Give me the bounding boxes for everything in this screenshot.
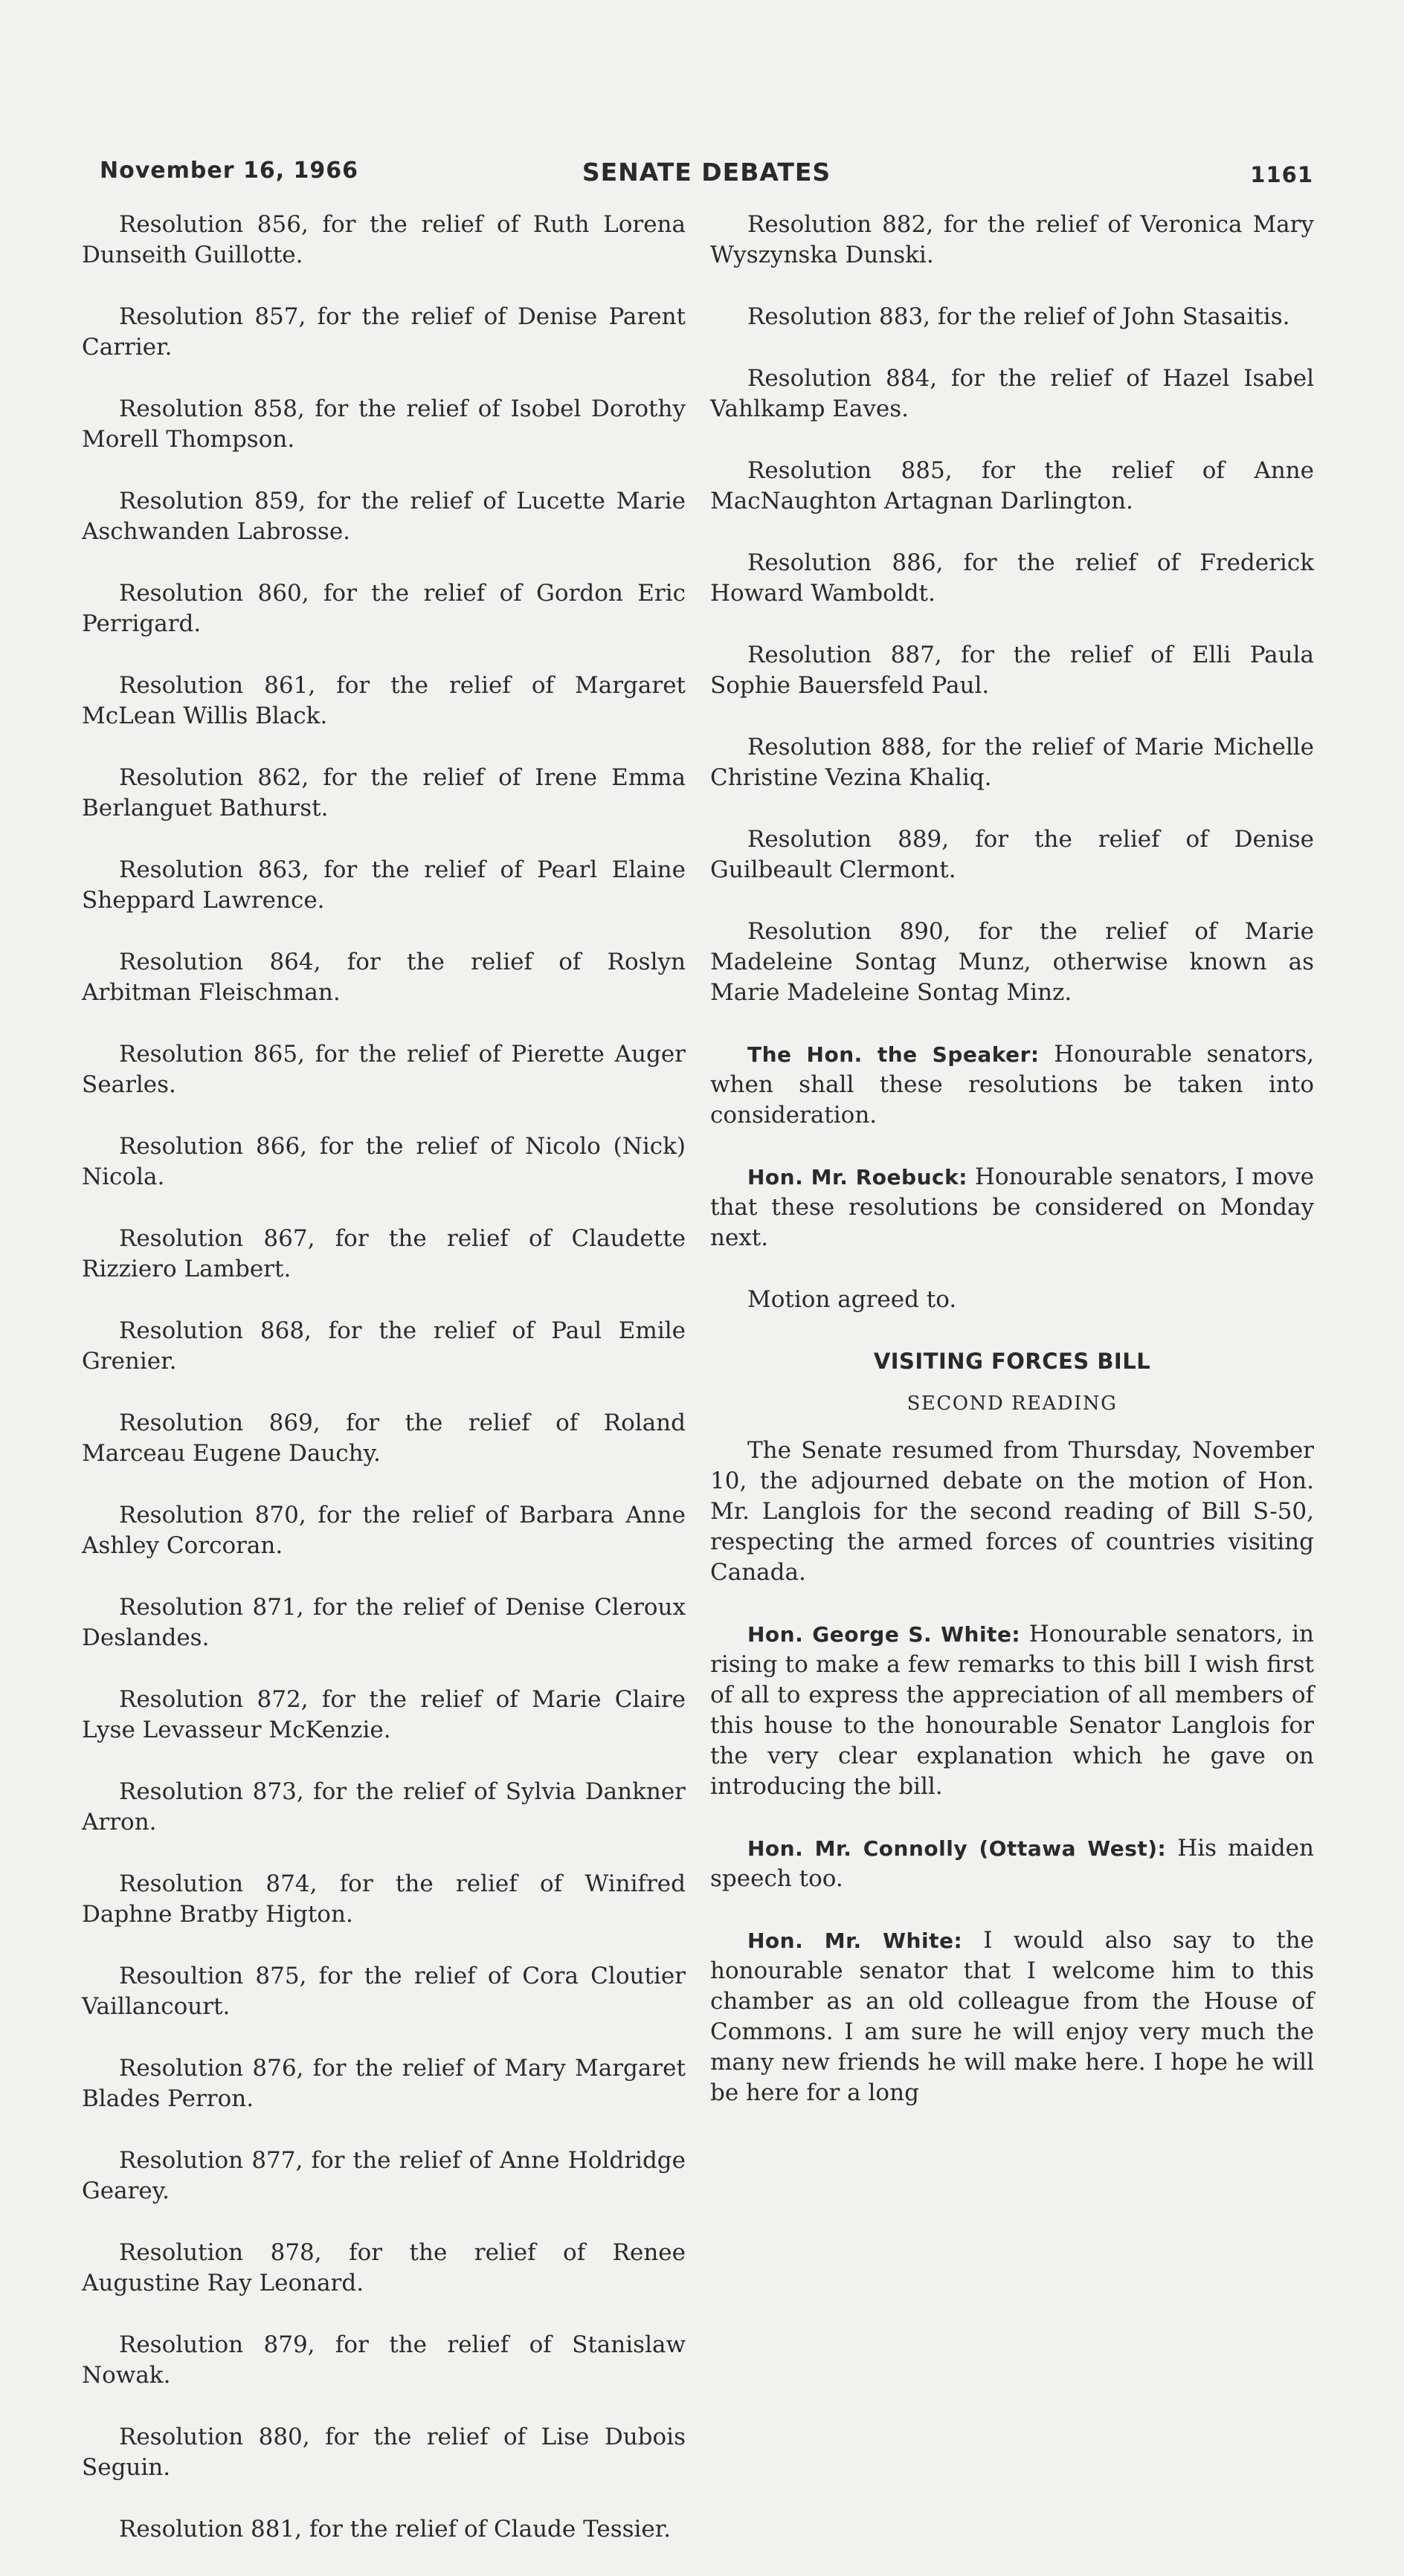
left-column bbox=[82, 210, 686, 2576]
speech-text: Honourable senators, I move that these resolutions be considered on Monday next. bbox=[710, 1163, 1315, 1251]
speaker-name: Hon. Mr. Connolly (Ottawa West): bbox=[747, 1836, 1167, 1861]
resolution-item: Resolution 886, for the relief of Frederick Howard Wamboldt. bbox=[710, 549, 1314, 607]
resolution-item: Resolution 879, for the relief of Stanislaw Nowak. bbox=[82, 2331, 686, 2389]
connolly-paragraph bbox=[710, 1833, 1314, 1894]
speaker-question-paragraph bbox=[710, 1039, 1314, 1131]
speech-text: I would also say to the honourable senator that I welcome him to this chamber as an old colleague from the House of Commons. I am sure he will enjoy very much the many new friends he will make here. I hope he will be here for a long bbox=[710, 1927, 1314, 2106]
speech-text: Honourable senators, in rising to make a few remarks to this bill I wish first of all to express the appreciation of all members of this house to the honourable Senator Langlois for the very clear explanation which he gave on introducing the bill. bbox=[710, 1621, 1314, 1800]
speech-text: His maiden speech too. bbox=[710, 1835, 1314, 1892]
resolution-item: Resolution 885, for the relief of Anne MacNaughton Artagnan Darlington. bbox=[710, 457, 1314, 514]
resolution-item: Resolution 865, for the relief of Pierette Auger Searles. bbox=[82, 1041, 686, 1098]
resolution-item: Resolution 877, for the relief of Anne Holdridge Gearey. bbox=[82, 2147, 686, 2204]
resolution-item: Resolution 884, for the relief of Hazel Isabel Vahlkamp Eaves. bbox=[710, 365, 1314, 422]
resolution-item: Resolution 859, for the relief of Lucette Marie Aschwanden Labrosse. bbox=[82, 488, 686, 545]
section-title: VISITING FORCES BILL bbox=[873, 1349, 1151, 1374]
resolution-item: Resolution 882, for the relief of Veronica Mary Wyszynska Dunski. bbox=[710, 211, 1314, 268]
white-speech-paragraph bbox=[710, 1619, 1314, 1802]
resolution-item: Resolution 861, for the relief of Margaret McLean Willis Black. bbox=[82, 672, 686, 729]
white-second-paragraph bbox=[710, 1925, 1314, 2108]
resolution-item: Resolution 881, for the relief of Claude Tessier. bbox=[119, 2516, 672, 2543]
resolution-item: Resolution 890, for the relief of Marie Madeleine Sontag Munz, otherwise known as Marie Madeleine Sontag Minz. bbox=[710, 918, 1314, 1006]
resolution-item: Resolution 887, for the relief of Elli Paula Sophie Bauersfeld Paul. bbox=[710, 642, 1314, 699]
resolution-item: Resolution 864, for the relief of Roslyn Arbitman Fleischman. bbox=[82, 949, 686, 1006]
page-header bbox=[100, 155, 1313, 192]
resolution-item: Resolution 862, for the relief of Irene Emma Berlanguet Bathurst. bbox=[82, 764, 686, 821]
resolution-item: Resolution 868, for the relief of Paul Emile Grenier. bbox=[82, 1317, 686, 1375]
header-title: SENATE DEBATES bbox=[582, 158, 831, 187]
header-date: November 16, 1966 bbox=[100, 158, 359, 184]
resolution-item: Resolution 873, for the relief of Sylvia Dankner Arron. bbox=[82, 1778, 686, 1836]
resolution-item: Resoultion 875, for the relief of Cora Cloutier Vaillancourt. bbox=[82, 1963, 686, 2020]
resolution-item: Resolution 888, for the relief of Marie Michelle Christine Vezina Khaliq. bbox=[710, 734, 1314, 791]
resolution-item: Resolution 889, for the relief of Denise Guilbeault Clermont. bbox=[710, 826, 1314, 883]
resolution-item: Resolution 858, for the relief of Isobel Dorothy Morell Thompson. bbox=[82, 396, 686, 453]
resolution-item: Resolution 866, for the relief of Nicolo (Nick) Nicola. bbox=[82, 1133, 686, 1190]
senate-resumed-paragraph: The Senate resumed from Thursday, November 10, the adjourned debate on the motion of Hon. Mr. Langlois for the second reading of Bill S-50, respecting the armed forces of countries visiting Canada. bbox=[710, 1437, 1314, 1586]
speaker-name: The Hon. the Speaker: bbox=[747, 1042, 1040, 1067]
speaker-name: Hon. Mr. White: bbox=[747, 1928, 963, 1953]
speaker-name: Hon. Mr. Roebuck: bbox=[747, 1165, 967, 1189]
resolution-item: Resolution 856, for the relief of Ruth Lorena Dunseith Guillotte. bbox=[82, 211, 686, 268]
resolution-item: Resolution 869, for the relief of Roland Marceau Eugene Dauchy. bbox=[82, 1410, 686, 1467]
resolution-item: Resolution 857, for the relief of Denise Parent Carrier. bbox=[82, 303, 686, 361]
resolution-item: Resolution 874, for the relief of Winifred Daphne Bratby Higton. bbox=[82, 1870, 686, 1928]
resolution-item: Resolution 878, for the relief of Renee Augustine Ray Leonard. bbox=[82, 2239, 686, 2296]
resolution-item: Resolution 867, for the relief of Claudette Rizziero Lambert. bbox=[82, 1225, 686, 1282]
resolution-item: Resolution 871, for the relief of Denise Cleroux Deslandes. bbox=[82, 1594, 686, 1651]
resolution-item: Resolution 880, for the relief of Lise Dubois Seguin. bbox=[82, 2424, 686, 2481]
resolution-item: Resolution 883, for the relief of John Stasaitis. bbox=[747, 303, 1290, 330]
roebuck-paragraph bbox=[710, 1162, 1314, 1253]
resolution-item: Resolution 870, for the relief of Barbara Anne Ashley Corcoran. bbox=[82, 1502, 686, 1559]
right-column bbox=[710, 210, 1314, 2140]
resolution-item: Resolution 872, for the relief of Marie Claire Lyse Levasseur McKenzie. bbox=[82, 1686, 686, 1743]
speech-text: Honourable senators, when shall these resolutions be taken into consideration. bbox=[710, 1041, 1314, 1129]
resolution-item: Resolution 860, for the relief of Gordon Eric Perrigard. bbox=[82, 580, 686, 637]
section-subtitle: SECOND READING bbox=[907, 1392, 1118, 1415]
motion-text: Motion agreed to. bbox=[747, 1286, 957, 1313]
speaker-name: Hon. George S. White: bbox=[747, 1622, 1021, 1647]
resolution-item: Resolution 876, for the relief of Mary Margaret Blades Perron. bbox=[82, 2055, 686, 2112]
page-number: 1161 bbox=[1250, 162, 1313, 187]
resolution-item: Resolution 863, for the relief of Pearl Elaine Sheppard Lawrence. bbox=[82, 856, 686, 914]
